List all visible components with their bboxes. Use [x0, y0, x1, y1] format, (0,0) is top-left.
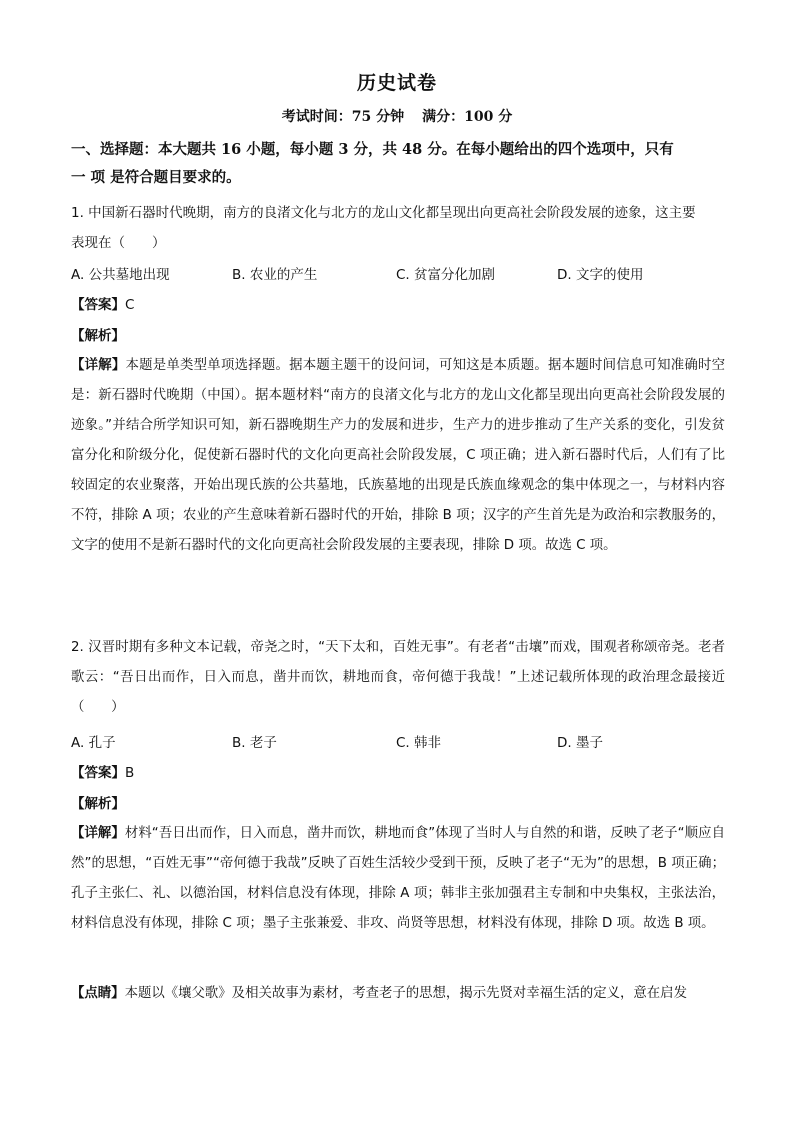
q2-option-b: B. 老子 [232, 735, 277, 751]
q2-option-d: D. 墨子 [557, 735, 603, 751]
q1-option-b: B. 农业的产生 [232, 267, 318, 283]
q1-detail-text: 本题是单类型单项选择题。据本题主题干的设问词，可知这是本质题。据本题时间信息可知准确时空是：新石器时代晚期（中国）。据本题材料“南方的良渚文化与北方的龙山文化都呈现出向更高社会阶段发展的迹象。”并结合所学知识可知，新石器晚期生产力的发展和进步，生产力的进步推动了生产关系的变化，引发贫富分化和阶级分化，促使新石器时代的文化向更高社会阶段发展，C 项正确；进入新石器时代后，人们有了比较固定的农业聚落，开始出现氏族的公共墓地，氏族墓地的出现是氏族血缘观念的集中体现之一，与材料内容不符，排除 A 项；农业的产生意味着新石器时代的开始，排除 B 项；汉字的产生首先是为政治和宗教服务的，文字的使用不是新石器时代的文化向更高社会阶段发展的主要表现，排除 D 项。故选 C 项。 [71, 358, 726, 553]
q1-option-d: D. 文字的使用 [557, 267, 644, 283]
q1-analysis-tag: 【解析】 [71, 328, 125, 344]
q1-answer-value: C [125, 297, 135, 313]
q2-analysis-tag: 【解析】 [71, 796, 125, 812]
q1-stem-line1: 1. 中国新石器时代晚期，南方的良渚文化与北方的龙山文化都呈现出向更高社会阶段发展的迹象，这主要 [71, 205, 696, 221]
q1-stem-line2: 表现在（ ） [71, 235, 166, 251]
section-heading-line1: 一、选择题：本大题共 16 小题，每小题 3 分，共 48 分。在每小题给出的四个选项中，只有 [71, 141, 674, 158]
q2-detail-text: 材料“吾日出而作，日入而息，凿井而饮，耕地而食”体现了当时人与自然的和谐，反映了老子“顺应自然”的思想，“百姓无事”“帝何德于我哉”反映了百姓生活较少受到干预，反映了老子“无为”的思想，B 项正确；孔子主张仁、礼、以德治国，材料信息没有体现，排除 A 项；韩非主张加强君主专制和中央集权，主张法治，材料信息没有体现，排除 C 项；墨子主张兼爱、非攻、尚贤等思想，材料没有体现，排除 D 项。故选 B 项。 [71, 826, 725, 931]
q1-option-a: A. 公共墓地出现 [71, 267, 170, 283]
q2-answer [71, 763, 731, 783]
q2-answer-value: B [125, 765, 135, 781]
q2-detail-tag: 【详解】 [71, 826, 125, 841]
q2-detail [71, 819, 725, 939]
q2-option-c: C. 韩非 [396, 735, 442, 751]
q2-comment [71, 979, 725, 1009]
exam-info [0, 106, 794, 126]
exam-time: 考试时间：75 分钟 [281, 109, 405, 125]
q2-comment-tag: 【点睛】 [71, 986, 125, 1001]
q1-answer-tag: 【答案】 [71, 297, 125, 313]
full-score: 满分：100 分 [422, 109, 513, 125]
q2-stem: 2. 汉晋时期有多种文本记载，帝尧之时，“天下太和，百姓无事”。有老者“击壤”而戏，围观者称颂帝尧。老者歌云：“吾日出而作，日入而息，凿井而饮，耕地而食，帝何德于我哉！”上述记载所体现的政治理念最接近（ ） [71, 640, 725, 715]
q2-option-a: A. 孔子 [71, 735, 116, 751]
page-title: 历史试卷 [356, 72, 437, 94]
q1-detail-tag: 【详解】 [71, 358, 126, 373]
q2-answer-tag: 【答案】 [71, 765, 125, 781]
q1-answer [71, 295, 731, 315]
section-heading [71, 136, 731, 192]
q1-option-c: C. 贫富分化加剧 [396, 267, 496, 283]
q1-detail [71, 351, 725, 561]
section-heading-line2: 一 项 是符合题目要求的。 [71, 169, 241, 186]
q2-comment-text: 本题以《壤父歌》及相关故事为素材，考查老子的思想，揭示先贤对幸福生活的定义，意在启发 [124, 986, 687, 1001]
